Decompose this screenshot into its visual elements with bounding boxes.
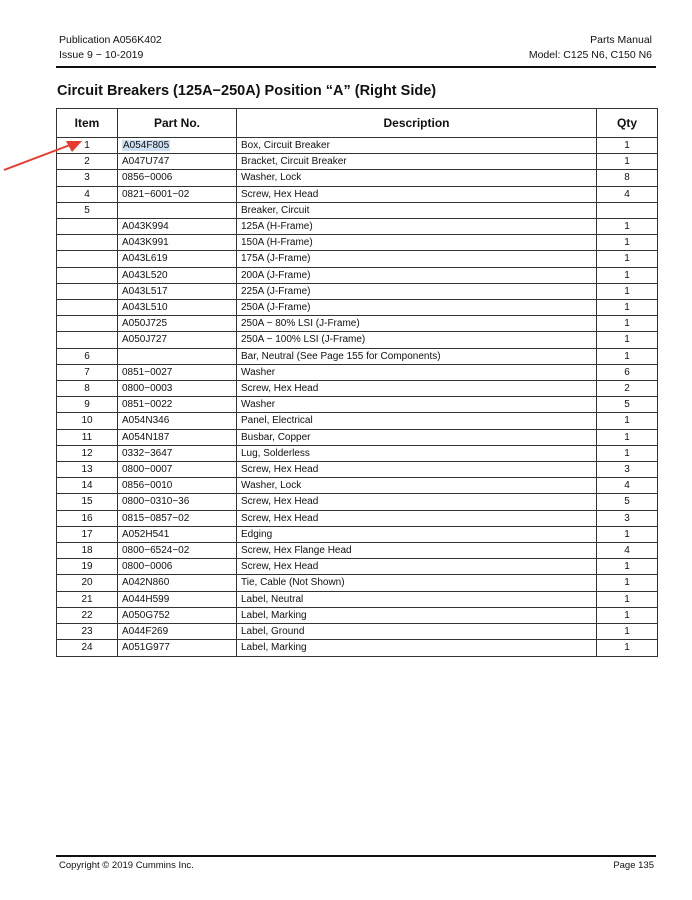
cell-item: [57, 219, 118, 235]
cell-description: Screw, Hex Head: [237, 559, 597, 575]
cell-qty: 1: [597, 526, 658, 542]
table-row: [57, 154, 658, 170]
header-right: [529, 33, 652, 63]
table-row: [57, 607, 658, 623]
table-row: [57, 526, 658, 542]
cell-qty: 1: [597, 607, 658, 623]
cell-description: 150A (H-Frame): [237, 235, 597, 251]
cell-item: 23: [57, 624, 118, 640]
footer-copyright: Copyright © 2019 Cummins Inc.: [59, 860, 194, 871]
table-row: [57, 462, 658, 478]
cell-part-no: A043K991: [118, 235, 237, 251]
model-line: Model: C125 N6, C150 N6: [528, 49, 652, 61]
cell-part-no: A043L517: [118, 283, 237, 299]
column-header-qty: Qty: [597, 109, 658, 138]
cell-part-no: 0815−0857−02: [118, 510, 237, 526]
cell-description: Screw, Hex Head: [237, 381, 597, 397]
cell-description: Label, Neutral: [237, 591, 597, 607]
cell-qty: 5: [597, 397, 658, 413]
cell-item: 12: [57, 445, 118, 461]
footer-divider: [56, 855, 656, 857]
cell-description: Bar, Neutral (See Page 155 for Components): [237, 348, 597, 364]
cell-qty: 4: [597, 478, 658, 494]
table-row: [57, 364, 658, 380]
cell-item: [57, 251, 118, 267]
cell-qty: 1: [597, 640, 658, 656]
cell-part-no: A043K994: [118, 219, 237, 235]
cell-part-no: 0856−0006: [118, 170, 237, 186]
table-row: [57, 332, 658, 348]
table-row: [57, 219, 658, 235]
cell-description: 225A (J-Frame): [237, 283, 597, 299]
cell-part-no: A044F269: [118, 624, 237, 640]
table-row: [57, 251, 658, 267]
cell-qty: 3: [597, 462, 658, 478]
cell-description: Tie, Cable (Not Shown): [237, 575, 597, 591]
cell-part-no: A043L619: [118, 251, 237, 267]
cell-part-no: [118, 348, 237, 364]
cell-description: Washer: [237, 364, 597, 380]
cell-qty: 1: [597, 624, 658, 640]
table-row: [57, 170, 658, 186]
cell-qty: 6: [597, 364, 658, 380]
cell-item: 19: [57, 559, 118, 575]
cell-description: 250A − 80% LSI (J-Frame): [237, 316, 597, 332]
cell-item: 10: [57, 413, 118, 429]
manual-type: Parts Manual: [590, 34, 652, 46]
cell-qty: 1: [597, 283, 658, 299]
cell-item: 21: [57, 591, 118, 607]
table-row: [57, 510, 658, 526]
cell-part-no: A047U747: [118, 154, 237, 170]
cell-item: [57, 267, 118, 283]
cell-qty: 1: [597, 267, 658, 283]
table-row: [57, 591, 658, 607]
cell-item: 14: [57, 478, 118, 494]
table-row: [57, 413, 658, 429]
cell-part-no: [118, 138, 237, 154]
cell-item: 4: [57, 186, 118, 202]
cell-qty: 1: [597, 413, 658, 429]
cell-item: [57, 332, 118, 348]
table-row: [57, 478, 658, 494]
table-row: [57, 575, 658, 591]
column-header-description: Description: [237, 109, 597, 138]
cell-qty: 1: [597, 300, 658, 316]
cell-item: 20: [57, 575, 118, 591]
cell-qty: 1: [597, 348, 658, 364]
cell-description: Screw, Hex Head: [237, 462, 597, 478]
cell-item: 18: [57, 543, 118, 559]
cell-description: 175A (J-Frame): [237, 251, 597, 267]
cell-item: 6: [57, 348, 118, 364]
cell-description: Screw, Hex Head: [237, 494, 597, 510]
cell-qty: 3: [597, 510, 658, 526]
cell-part-no: A043L520: [118, 267, 237, 283]
issue-date: Issue 9 − 10-2019: [59, 49, 144, 61]
cell-description: Screw, Hex Head: [237, 510, 597, 526]
cell-part-no: 0800−0310−36: [118, 494, 237, 510]
cell-item: 15: [57, 494, 118, 510]
cell-qty: 1: [597, 316, 658, 332]
cell-item: 5: [57, 202, 118, 218]
cell-qty: 5: [597, 494, 658, 510]
cell-item: [57, 300, 118, 316]
cell-part-no: 0800−6524−02: [118, 543, 237, 559]
cell-qty: 1: [597, 445, 658, 461]
cell-description: Washer, Lock: [237, 170, 597, 186]
cell-description: 125A (H-Frame): [237, 219, 597, 235]
cell-part-no: [118, 202, 237, 218]
cell-qty: 8: [597, 170, 658, 186]
cell-qty: 4: [597, 543, 658, 559]
cell-part-no: 0800−0003: [118, 381, 237, 397]
cell-item: 13: [57, 462, 118, 478]
red-arrow-icon: [0, 138, 90, 178]
cell-description: Box, Circuit Breaker: [237, 138, 597, 154]
cell-item: 8: [57, 381, 118, 397]
cell-qty: 1: [597, 138, 658, 154]
cell-item: 22: [57, 607, 118, 623]
table-row: [57, 624, 658, 640]
cell-item: 3: [57, 170, 118, 186]
cell-description: Panel, Electrical: [237, 413, 597, 429]
cell-qty: 1: [597, 429, 658, 445]
cell-item: [57, 283, 118, 299]
cell-description: Label, Ground: [237, 624, 597, 640]
cell-qty: 1: [597, 332, 658, 348]
cell-part-no: A044H599: [118, 591, 237, 607]
table-row: [57, 559, 658, 575]
footer-page-number: Page 135: [613, 860, 654, 871]
cell-qty: 1: [597, 575, 658, 591]
cell-description: 200A (J-Frame): [237, 267, 597, 283]
cell-item: 11: [57, 429, 118, 445]
highlighted-part-number: A054F805: [123, 140, 170, 151]
table-row: [57, 429, 658, 445]
cell-part-no: 0800−0006: [118, 559, 237, 575]
cell-item: 7: [57, 364, 118, 380]
cell-part-no: A042N860: [118, 575, 237, 591]
cell-part-no: 0821−6001−02: [118, 186, 237, 202]
cell-description: Edging: [237, 526, 597, 542]
cell-item: 17: [57, 526, 118, 542]
cell-description: Breaker, Circuit: [237, 202, 597, 218]
cell-part-no: 0856−0010: [118, 478, 237, 494]
table-row: [57, 267, 658, 283]
table-row: [57, 283, 658, 299]
cell-part-no: A054N346: [118, 413, 237, 429]
cell-description: 250A − 100% LSI (J-Frame): [237, 332, 597, 348]
cell-qty: 1: [597, 235, 658, 251]
cell-item: [57, 316, 118, 332]
table-row: [57, 381, 658, 397]
parts-table-body: [57, 138, 658, 657]
table-row: [57, 235, 658, 251]
cell-description: Lug, Solderless: [237, 445, 597, 461]
cell-item: 16: [57, 510, 118, 526]
table-row: [57, 445, 658, 461]
header-left: [59, 33, 162, 63]
cell-qty: 2: [597, 381, 658, 397]
table-row: [57, 348, 658, 364]
cell-description: Label, Marking: [237, 640, 597, 656]
cell-qty: [597, 202, 658, 218]
cell-qty: 4: [597, 186, 658, 202]
parts-table: [56, 108, 658, 657]
cell-description: Washer: [237, 397, 597, 413]
header-divider: [56, 66, 656, 68]
cell-description: Bracket, Circuit Breaker: [237, 154, 597, 170]
cell-item: [57, 235, 118, 251]
table-row: [57, 397, 658, 413]
cell-item: 1: [57, 138, 118, 154]
cell-part-no: A054N187: [118, 429, 237, 445]
cell-qty: 1: [597, 559, 658, 575]
cell-part-no: A043L510: [118, 300, 237, 316]
cell-part-no: A051G977: [118, 640, 237, 656]
cell-description: Screw, Hex Head: [237, 186, 597, 202]
cell-part-no: A050J725: [118, 316, 237, 332]
cell-qty: 1: [597, 591, 658, 607]
cell-description: Label, Marking: [237, 607, 597, 623]
cell-qty: 1: [597, 154, 658, 170]
cell-item: 2: [57, 154, 118, 170]
table-row: [57, 186, 658, 202]
cell-part-no: A052H541: [118, 526, 237, 542]
cell-part-no: A050J727: [118, 332, 237, 348]
cell-item: 24: [57, 640, 118, 656]
cell-qty: 1: [597, 219, 658, 235]
cell-part-no: 0851−0027: [118, 364, 237, 380]
page-title: Circuit Breakers (125A−250A) Position “A” (Right Side): [57, 83, 437, 99]
cell-part-no: A050G752: [118, 607, 237, 623]
cell-description: 250A (J-Frame): [237, 300, 597, 316]
cell-part-no: 0800−0007: [118, 462, 237, 478]
column-header-item: Item: [57, 109, 118, 138]
cell-description: Washer, Lock: [237, 478, 597, 494]
table-row: [57, 640, 658, 656]
publication-number: Publication A056K402: [59, 34, 162, 46]
table-row: [57, 543, 658, 559]
table-row: [57, 138, 658, 154]
table-row: [57, 316, 658, 332]
table-row: [57, 202, 658, 218]
cell-description: Busbar, Copper: [237, 429, 597, 445]
cell-part-no: 0851−0022: [118, 397, 237, 413]
cell-description: Screw, Hex Flange Head: [237, 543, 597, 559]
table-row: [57, 494, 658, 510]
table-row: [57, 300, 658, 316]
cell-part-no: 0332−3647: [118, 445, 237, 461]
column-header-part-no: Part No.: [118, 109, 237, 138]
table-header-row: [57, 109, 658, 138]
cell-item: 9: [57, 397, 118, 413]
cell-qty: 1: [597, 251, 658, 267]
